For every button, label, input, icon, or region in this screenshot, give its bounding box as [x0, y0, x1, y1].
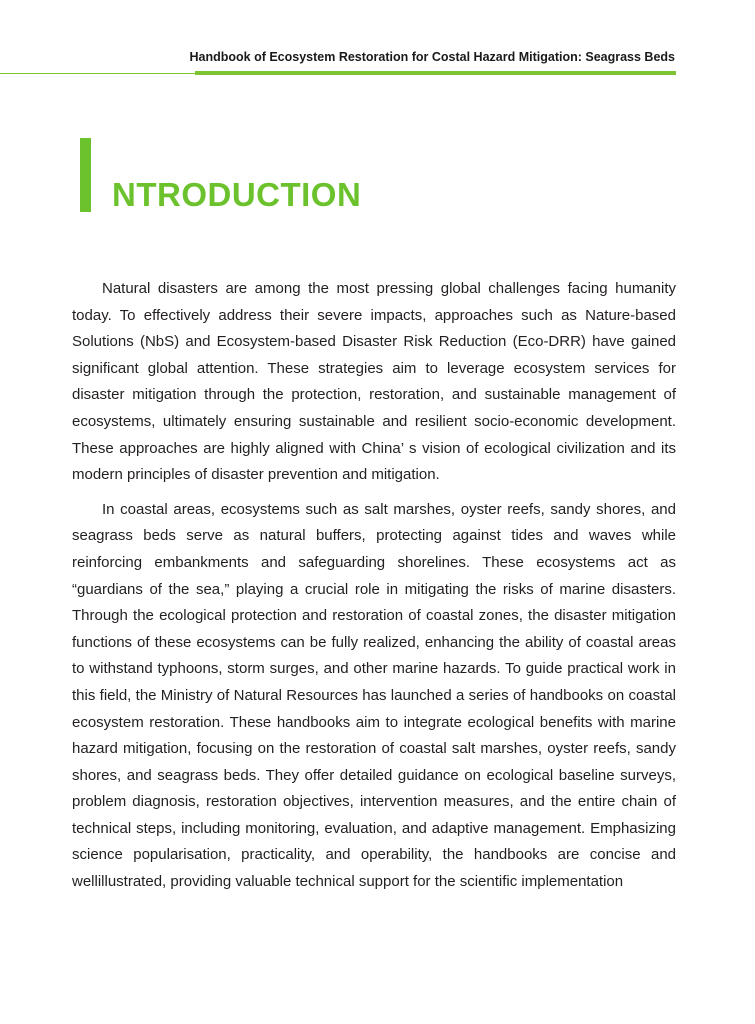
paragraph: Natural disasters are among the most pressing global challenges facing humanity today. To effectively address their severe impacts, approaches such as Nature-based Solutions (NbS) and Ecosystem-based Disaster Risk Reduction (Eco-DRR) have gained significant global attention. These strategies aim to leverage ecosystem services for disaster mitigation through the protection, restoration, and sustainable management of ecosystems, ultimately ensuring sustainable and resilient socio-economic development. These approaches are highly aligned with China’ s vision of ecological civilization and its modern principles of disaster prevention and mitigation.: [72, 280, 676, 484]
section-title: NTRODUCTION: [112, 176, 362, 213]
header-rule-thin: [0, 73, 200, 74]
section-initial-letter: [80, 138, 91, 212]
header-rule-thick: [195, 71, 676, 75]
running-header: Handbook of Ecosystem Restoration for Costal Hazard Mitigation: Seagrass Beds: [189, 50, 675, 64]
paragraph: In coastal areas, ecosystems such as salt marshes, oyster reefs, sandy shores, and seagrass beds serve as natural buffers, protecting against tides and waves while reinforcing embankments and safeguarding shorelines. These ecosystems act as “guardians of the sea,” playing a crucial role in mitigating the risks of marine disasters. Through the ecological protection and restoration of coastal zones, the disaster mitigation functions of these ecosystems can be fully realized, enhancing the ability of coastal areas to withstand typhoons, storm surges, and other marine hazards. To guide practical work in this field, the Ministry of Natural Resources has launched a series of handbooks on coastal ecosystem restoration. These handbooks aim to integrate ecological benefits with marine hazard mitigation, focusing on the restoration of coastal salt marshes, oyster reefs, sandy shores, and seagrass beds. They offer detailed guidance on ecological baseline surveys, problem diagnosis, restoration objectives, intervention measures, and the entire chain of technical steps, including monitoring, evaluation, and adaptive management. Emphasizing science popularisation, practicality, and operability, the handbooks are concise and wellillustrated, providing valuable technical support for the scientific implementation: [72, 500, 676, 891]
body-text: [72, 276, 676, 904]
